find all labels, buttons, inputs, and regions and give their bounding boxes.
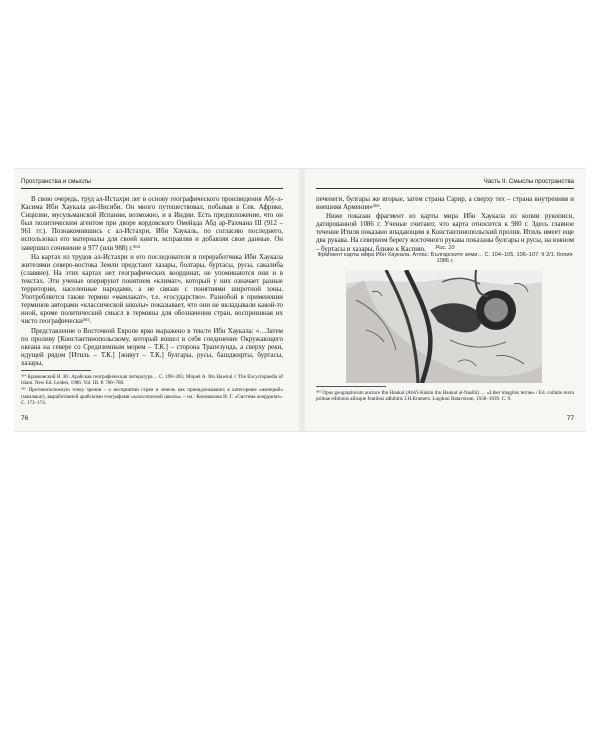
running-head-left: Пространства и смыслы (21, 178, 91, 185)
header-rule-left (21, 188, 283, 189)
book-gutter (298, 169, 306, 431)
left-page (14, 169, 298, 431)
paragraph: печенеги, булгары же вторые, затем страна Сарир, а сверху тех – страна внутренняя и внешняя Армения»³⁶⁶. (316, 196, 574, 212)
footnotes-right (316, 390, 574, 403)
header-rule-right (316, 188, 574, 189)
footnote: ³⁶⁶ Opus geographicum auctore Ibn Haukal (Abû'l-Kâsim ibn Haukal al-Nasîbî) … «Liber imaginis terrae» / Ed. collatio textu primae editionis aliisque fontibus adhibitis J.H.Kramers. Lugduni Batavorum, 1938–1939. С. 9. (316, 390, 574, 403)
running-head-right: Часть II. Смыслы пространства (483, 178, 574, 185)
footnotes-left (21, 374, 283, 407)
paragraph: Представление о Восточной Европе ярко выражено в тексте Ибн Хаукала: «…Затем по проливу [Константинопольскому, который вошел в себя соединение Окружающего океана на севере со Средиземным морем – Т.К.] – сторона Трапезунда, а сверху реки, идущей рядом [Итиль – Т.К.] [живут – Т.К.] булгары, русы, башджирты, буртасы, хазары, (21, 327, 283, 367)
left-body-text (21, 196, 283, 368)
footnote: ³⁶⁵ Противоположную точку зрения – о восприятии стран и земель как принадлежавших к категориям «империй» (мамлакат), выработанной арабскими географами «классической школы» – см.: Коновалова И. Г. «Система координат». С. 173–174. (21, 387, 283, 406)
book-spread (14, 168, 586, 432)
figure-title: Рис. 10 (435, 245, 455, 251)
page-number-left: 76 (21, 415, 29, 422)
right-page (306, 169, 586, 431)
figure-caption (316, 245, 574, 265)
footnote-rule-left (21, 370, 91, 371)
paragraph: На картах из трудов ал-Истахри и его последователя и переработчика Ибн Хаукала жителями северо-востока Земли предстают хазары, болгары, буртасы, русы, сакалиба (славяне). На этих картах нет географических координат, не упоминаются они и в текстах. Эти ученые оперируют понятием «климат», который у них означает разные территории, населенные народами, а не связан с понятиями широтной зоны. Употребляется также термин «мамлакат», т.е. «государство». Разнобой в применении терминов авторами «классической школы» показывает, что они не вкладывали какой-то иной, кроме политический смысл в термины для обозначения стран, восприниная их чисто географически³⁶⁵. (21, 253, 283, 326)
figure-caption-text: Фрагмент карты мира Ибн Хаукала. Атлас: Българските земи… С. 104–105, 106–107: II 2/1. Копия 1086 г. (317, 251, 573, 265)
footnote: ³⁶⁴ Крачковский И. Ю. Арабская географическая литература… С. 198–205; Miquel A. Ibn Hawkal // The Encyclopaedia of Islam. New Ed. Leiden, 1986. Vol. III. P. 786–788. (21, 374, 283, 387)
paragraph: Ниже показан фрагмент из карты мира Ибн Хаукала из копии рукописи, датированной 1086 г. Ученые считают, что карта относится к 980 г. Здесь главное течение Итиля показано впадающим в Константинопольский пролив. Итиль имеет еще два рукава. На северном берегу восточного рукава показаны булгары и русы, на южном – буртасы и хазары, ближе к Каспию. (316, 213, 574, 253)
footnote-rule-right (316, 386, 386, 387)
page-number-right: 77 (566, 415, 574, 422)
paragraph: В свою очередь, труд ал-Истахри лег в основу географического произведения Абу-л-Касима Ибн Хаукала ан-Нисиби. Он много путешествовал, побывав в Сев. Африке, Сицилии, мусульманской Испании, возможно, и в Индии. Есть предположение, что он был политическим агентом при дворе кордовского Омейада Абд ар-Рахмана III (912 – 961 гг.). Познакомившись с ал-Истахри, Ибн Хаукаль, по согласию последнего, использовал его материалы для своей книги, исправляя и добавляя свои данные. Он завершил сочинение в 977 (или 988) г.³⁶⁴ (21, 196, 283, 252)
map-figure (346, 270, 542, 383)
